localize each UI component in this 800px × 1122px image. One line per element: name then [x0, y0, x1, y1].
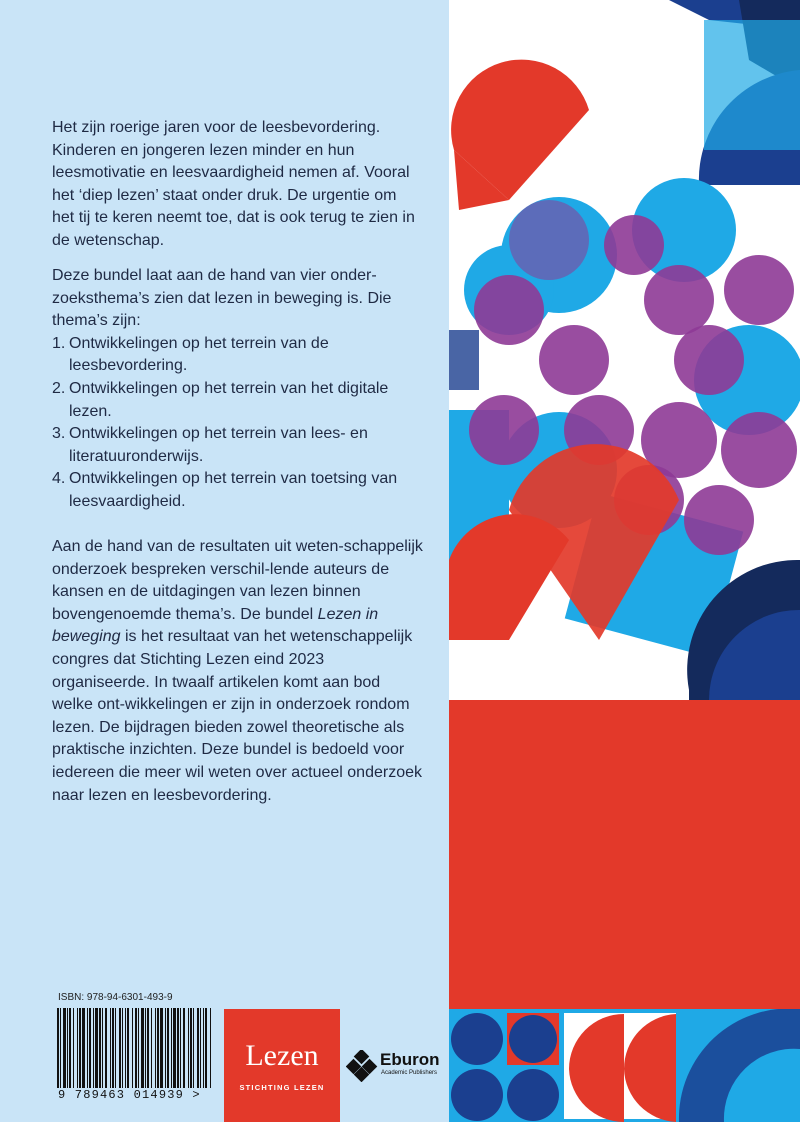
lezen-logo-subtitle: STICHTING LEZEN: [239, 1083, 325, 1092]
themes-list: [52, 333, 422, 514]
eburon-name: Eburon: [380, 1050, 440, 1069]
list-item: 4. Ontwikkelingen op het terrein van toetsing van leesvaardigheid.: [52, 470, 398, 510]
eburon-logo: [346, 1046, 446, 1086]
themes-section: [52, 265, 422, 514]
eburon-mark-icon: [346, 1050, 378, 1082]
isbn-text: ISBN: 978-94-6301-493-9: [58, 992, 173, 1003]
list-item: 1. Ontwikkelingen op het terrein van de leesbevordering.: [52, 334, 329, 375]
barcode-digits: 9 789463 014939 >: [58, 1088, 201, 1102]
barcode: [55, 1008, 215, 1088]
themes-lead: Deze bundel laat aan de hand van vier onder-zoeksthema’s zien dat lezen in beweging is. Die thema’s zijn:: [52, 267, 392, 330]
cover-artwork: [449, 0, 800, 1122]
closing-paragraph: Aan de hand van de resultaten uit weten-schappelijk onderzoek bespreken verschil-lende auteurs de kansen en de uitdagingen van lezen binnen bovengenoemde thema’s. De bundel Lezen in beweging is het resultaat van het wetenschappelijk congres dat Stichting Lezen eind 2023 organiseerde. In twaalf artikelen komt aan bod welke ont-wikkelingen er zijn in onderzoek rondom lezen. De bijdragen bieden zowel theoretische als praktische inzichten. Deze bundel is bedoeld voor iedereen die meer wil weten over actueel onderzoek naar lezen en leesbevordering.: [52, 538, 423, 804]
list-item: 3. Ontwikkelingen op het terrein van lees- en literatuuronderwijs.: [52, 425, 368, 465]
bottom-pattern: [449, 1009, 800, 1122]
geometric-pattern: [449, 0, 800, 700]
red-color-block: [449, 700, 800, 1009]
lezen-logo-word: Lezen: [245, 1039, 319, 1072]
book-title: Lezen in beweging: [52, 605, 379, 646]
stichting-lezen-logo: [224, 1009, 340, 1122]
list-item: 2. Ontwikkelingen op het terrein van het digitale lezen.: [52, 379, 389, 420]
eburon-subtitle: Academic Publishers: [381, 1070, 438, 1076]
intro-paragraph: Het zijn roerige jaren voor de leesbevordering. Kinderen en jongeren lezen minder en hun leesmotivatie en leesvaardigheid nemen af. Vooral het ‘diep lezen’ staat onder druk. De urgentie om het tij te keren neemt toe, dat is ook terug te zien in de wetenschap.: [52, 119, 415, 249]
